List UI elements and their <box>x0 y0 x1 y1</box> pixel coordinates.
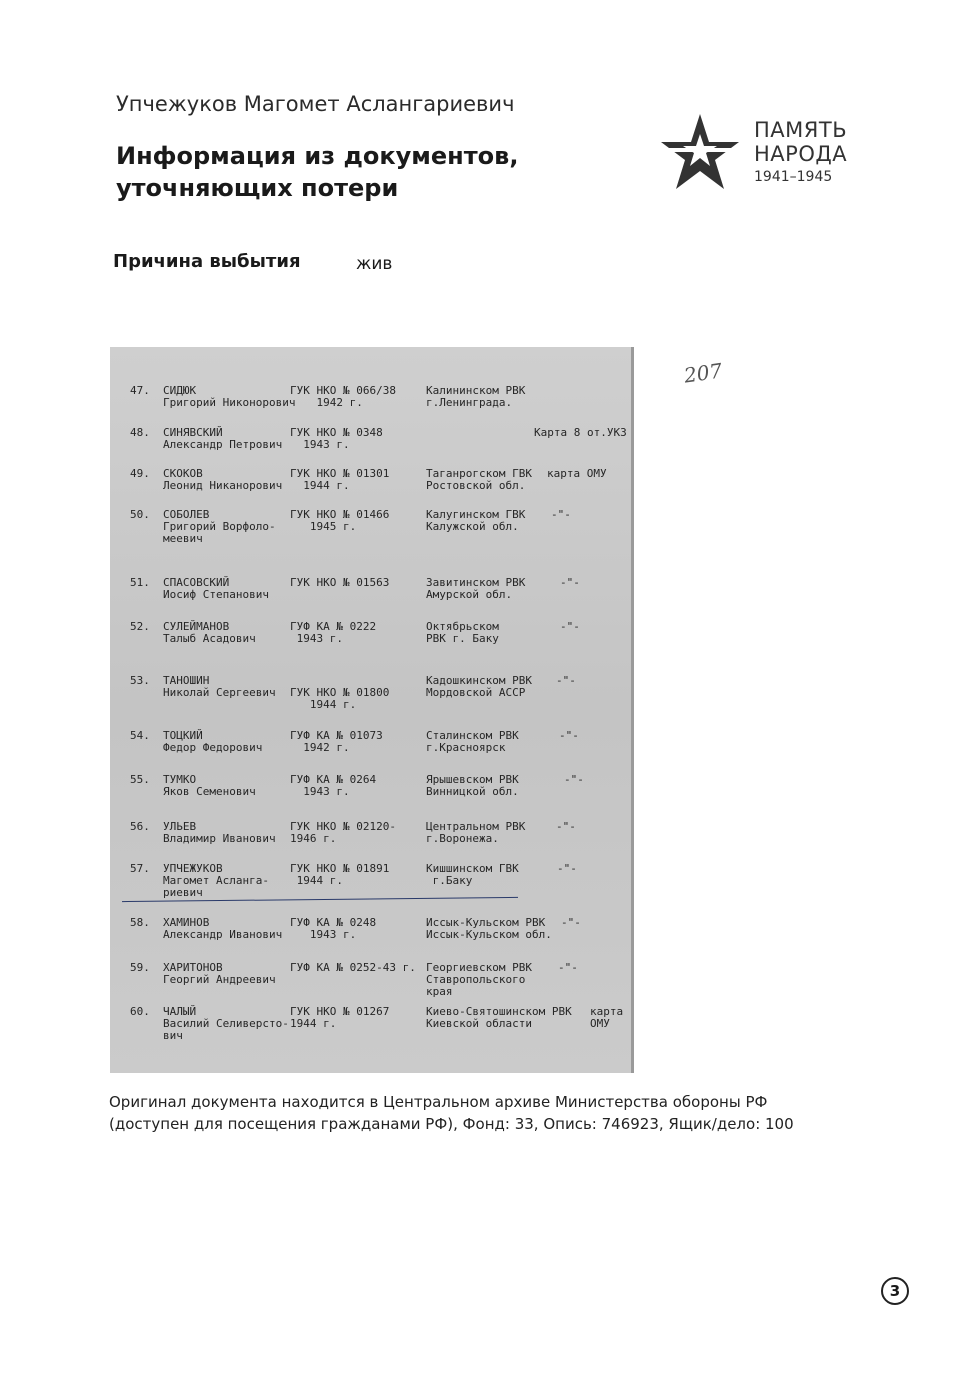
row-name: СКОКОВ Леонид Никанорович <box>163 467 283 492</box>
row-rvk: Октябрьском РВК г. Баку <box>426 620 499 645</box>
row-order: ГУК НКО № 01563 <box>290 576 390 589</box>
row-number: 60. <box>130 1005 150 1018</box>
row-name: УПЧЕЖУКОВ Магомет Асланга- риевич <box>163 862 269 899</box>
row-rvk: Калининском РВК г.Ленинграда. <box>426 384 526 409</box>
page-title <box>116 140 616 204</box>
row-note: Карта 8 от.УКЗ <box>534 426 627 439</box>
row-note: -"- <box>551 508 571 521</box>
logo-line1: ПАМЯТЬ <box>754 118 848 142</box>
row-name: СУЛЕЙМАНОВ Талыб Асадович <box>163 620 256 645</box>
row-note: -"- <box>560 576 580 589</box>
row-note: карта ОМУ <box>547 467 607 480</box>
row-name: СОБОЛЕВ Григорий Ворфоло- меевич <box>163 508 276 545</box>
row-order: ГУК НКО № 066/38 1942 г. <box>290 384 396 409</box>
row-rvk: Георгиевском РВК Ставропольского края <box>426 961 532 998</box>
page-title-line2: уточняющих потери <box>116 174 399 202</box>
row-name: СПАСОВСКИЙ Иосиф Степанович <box>163 576 269 601</box>
archive-caption: Оригинал документа находится в Центральном архиве Министерства обороны РФ (доступен для посещения гражданами РФ), Фонд: 33, Опись: 746923, Ящик/дело: 100 <box>109 1093 794 1133</box>
person-name: Упчежуков Магомет Аслангариевич <box>116 92 515 116</box>
star-icon <box>660 112 740 192</box>
row-rvk: Кишшинском ГВК г.Баку <box>426 862 519 887</box>
row-order: ГУК НКО № 01301 1944 г. <box>290 467 390 492</box>
row-rvk: Центральном РВК г.Воронежа. <box>426 820 526 845</box>
row-rvk: Кадошкинском РВК Мордовской АССР <box>426 674 532 699</box>
page-number: 3 <box>881 1277 909 1305</box>
row-note: -"- <box>564 773 584 786</box>
reason-value: жив <box>356 254 393 274</box>
logo-line2: НАРОДА <box>754 142 848 166</box>
row-order: ГУФ КА № 0248 1943 г. <box>290 916 377 941</box>
row-number: 59. <box>130 961 150 974</box>
row-name: ТОЦКИЙ Федор Федорович <box>163 729 263 754</box>
row-number: 53. <box>130 674 150 687</box>
row-note: -"- <box>557 862 577 875</box>
row-order: ГУК НКО № 01800 1944 г. <box>290 686 390 711</box>
sheet-number: 207 <box>682 358 724 388</box>
row-order: ГУК НКО № 01891 1944 г. <box>290 862 390 887</box>
row-rvk: Сталинском РВК г.Красноярск <box>426 729 519 754</box>
row-note: -"- <box>560 620 580 633</box>
row-note: -"- <box>556 674 576 687</box>
row-note: -"- <box>561 916 581 929</box>
row-order: ГУК НКО № 01466 1945 г. <box>290 508 390 533</box>
row-note: -"- <box>559 729 579 742</box>
row-name: СИНЯВСКИЙ Александр Петрович <box>163 426 283 451</box>
row-order: ГУК НКО № 02120- 1946 г. <box>290 820 396 845</box>
row-rvk: Завитинском РВК Амурской обл. <box>426 576 526 601</box>
row-rvk: Иссык-Кульском РВК Иссык-Кульском обл. <box>426 916 552 941</box>
row-number: 51. <box>130 576 150 589</box>
row-order: ГУК НКО № 0348 1943 г. <box>290 426 383 451</box>
row-rvk: Калугинском ГВК Калужской обл. <box>426 508 526 533</box>
document-scan <box>110 347 724 1073</box>
row-rvk: Таганрогском ГВК Ростовской обл. <box>426 467 532 492</box>
row-order: ГУК НКО № 01267 1944 г. <box>290 1005 390 1030</box>
row-name: УЛЬЕВ Владимир Иванович <box>163 820 276 845</box>
row-number: 54. <box>130 729 150 742</box>
row-number: 49. <box>130 467 150 480</box>
row-order: ГУФ КА № 01073 1942 г. <box>290 729 383 754</box>
row-number: 55. <box>130 773 150 786</box>
row-rvk: Киево-Святошинском РВК Киевской области <box>426 1005 572 1030</box>
row-rvk: Ярышевском РВК Винницкой обл. <box>426 773 519 798</box>
row-name: ТУМКО Яков Семенович <box>163 773 256 798</box>
row-order: ГУФ КА № 0264 1943 г. <box>290 773 377 798</box>
page-title-line1: Информация из документов, <box>116 142 519 170</box>
row-note: -"- <box>556 820 576 833</box>
row-name: СИДЮК Григорий Никонорович <box>163 384 296 409</box>
row-number: 52. <box>130 620 150 633</box>
row-number: 58. <box>130 916 150 929</box>
row-order: ГУФ КА № 0252-43 г. <box>290 961 416 974</box>
row-order: ГУФ КА № 0222 1943 г. <box>290 620 377 645</box>
row-name: ЧАЛЫЙ Василий Селиверсто- вич <box>163 1005 289 1042</box>
row-name: ХАМИНОВ Александр Иванович <box>163 916 283 941</box>
row-name: ХАРИТОНОВ Георгий Андреевич <box>163 961 276 986</box>
logo-text <box>754 118 847 187</box>
row-number: 50. <box>130 508 150 521</box>
pamyat-naroda-logo <box>660 112 880 192</box>
row-number: 56. <box>130 820 150 833</box>
row-name: ТАНОШИН Николай Сергеевич <box>163 674 276 699</box>
row-note: -"- <box>558 961 578 974</box>
row-number: 48. <box>130 426 150 439</box>
row-number: 57. <box>130 862 150 875</box>
reason-label: Причина выбытия <box>113 251 301 272</box>
logo-years: 1941–1945 <box>754 169 833 185</box>
row-number: 47. <box>130 384 150 397</box>
scan-edge <box>631 347 634 1073</box>
row-note: карта ОМУ <box>590 1005 624 1030</box>
